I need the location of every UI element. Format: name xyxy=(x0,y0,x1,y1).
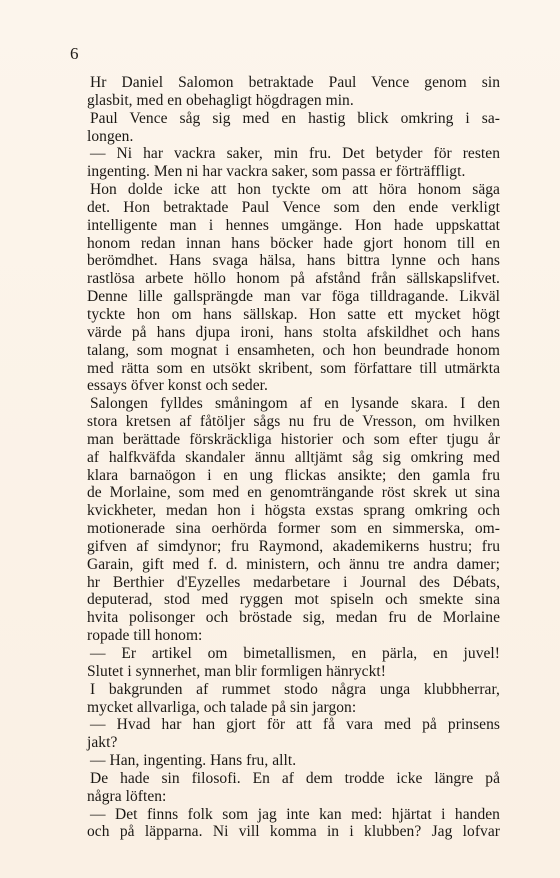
text-line: tyckte hon om hans sällskap. Hon satte ett mycket högt xyxy=(87,305,500,323)
text-line: Hon dolde icke att hon tyckte om att höra honom säga xyxy=(90,181,500,199)
text-line: man berättade förskräckliga historier och som efter tjugu år xyxy=(87,430,500,448)
text-line: af halfkväfda skandaler ännu alltjämt såg sig omkring med xyxy=(87,448,500,466)
text-line: några löften: xyxy=(87,787,167,805)
text-line: klara barnaögon i en ung flickas ansikte; den gamla fru xyxy=(87,466,500,484)
text-line: kvickheter, medan hon i högsta exstas sprang omkring och xyxy=(87,502,500,520)
text-line: hr Berthier d'Eyzelles medarbetare i Journal des Débats, xyxy=(87,573,500,591)
text-line: glasbit, med en obehagligt högdragen min. xyxy=(87,91,354,109)
text-line: Hr Daniel Salomon betraktade Paul Vence genom sin xyxy=(90,74,500,91)
text-line: de Morlaine, som med en genomträngande röst skrek ut sina xyxy=(87,484,500,502)
text-line: ropade till honom: xyxy=(87,627,203,645)
text-line: — Det finns folk som jag inte kan med: hjärtat i handen xyxy=(90,805,500,823)
text-line: deputerad, stod med ryggen mot spiseln och smekte sina xyxy=(87,591,500,609)
page-number: 6 xyxy=(70,44,79,63)
text-line: berömdhet. Hans svaga hälsa, hans bittra lynne och hans xyxy=(87,252,500,270)
text-line: jakt? xyxy=(87,734,118,752)
text-line: det. Hon betraktade Paul Vence som den ende verkligt xyxy=(87,198,500,216)
text-line: mycket allvarliga, och talade på sin jargon: xyxy=(87,698,357,716)
text-line: honom redan innan hans böcker hade gjort honom till en xyxy=(87,234,500,252)
body-text xyxy=(87,74,500,841)
text-line: gifven af simdynor; fru Raymond, akademikerns hustru; fru xyxy=(87,537,500,555)
text-line: och på läpparna. Ni vill komma in i klubben? Jag lofvar xyxy=(87,823,500,841)
text-line: talang, som mognat i ensamheten, och hon beundrade honom xyxy=(87,341,500,359)
text-line: motionerade sina oerhörda former som en simmerska, om- xyxy=(87,520,500,538)
text-line: Garain, gift med f. d. ministern, och ännu tre andra damer; xyxy=(87,555,500,573)
text-line: hvita polisonger och bröstade sig, medan fru de Morlaine xyxy=(87,609,500,627)
text-line: Salongen fylldes småningom af en lysande skara. I den xyxy=(90,395,500,413)
text-line: intelligente man i hennes umgänge. Hon hade uppskattat xyxy=(87,216,500,234)
text-line: ingenting. Men ni har vackra saker, som passa er förträffligt. xyxy=(87,163,466,181)
text-line: stora kretsen af fåtöljer sågs nu fru de Vresson, om hvilken xyxy=(87,413,500,431)
text-line: rastlösa arbete höllo honom på afstånd från sällskapslifvet. xyxy=(87,270,500,288)
text-line: Paul Vence såg sig med en hastig blick omkring i sa- xyxy=(90,109,500,127)
text-line: värde på hans djupa ironi, hans stolta afskildhet och hans xyxy=(87,323,500,341)
text-line: — Hvad har han gjort för att få vara med på prinsens xyxy=(90,716,500,734)
text-line: longen. xyxy=(87,127,134,145)
text-line: — Han, ingenting. Hans fru, allt. xyxy=(90,752,297,770)
text-line: med rätta som en utsökt skribent, som författare till utmärkta xyxy=(87,359,500,377)
text-line: I bakgrunden af rummet stodo några unga klubbherrar, xyxy=(90,680,500,698)
text-line: Slutet i synnerhet, man blir formligen hänryckt! xyxy=(87,662,386,680)
text-line: essays öfver konst och seder. xyxy=(87,377,268,395)
text-line: — Er artikel om bimetallismen, en pärla, en juvel! xyxy=(90,645,500,662)
text-line: De hade sin filosofi. En af dem trodde icke längre på xyxy=(90,769,500,787)
text-line: Denne lille gallsprängde man var föga tilldragande. Likväl xyxy=(87,288,500,306)
text-line: — Ni har vackra saker, min fru. Det betyder för resten xyxy=(90,145,500,163)
